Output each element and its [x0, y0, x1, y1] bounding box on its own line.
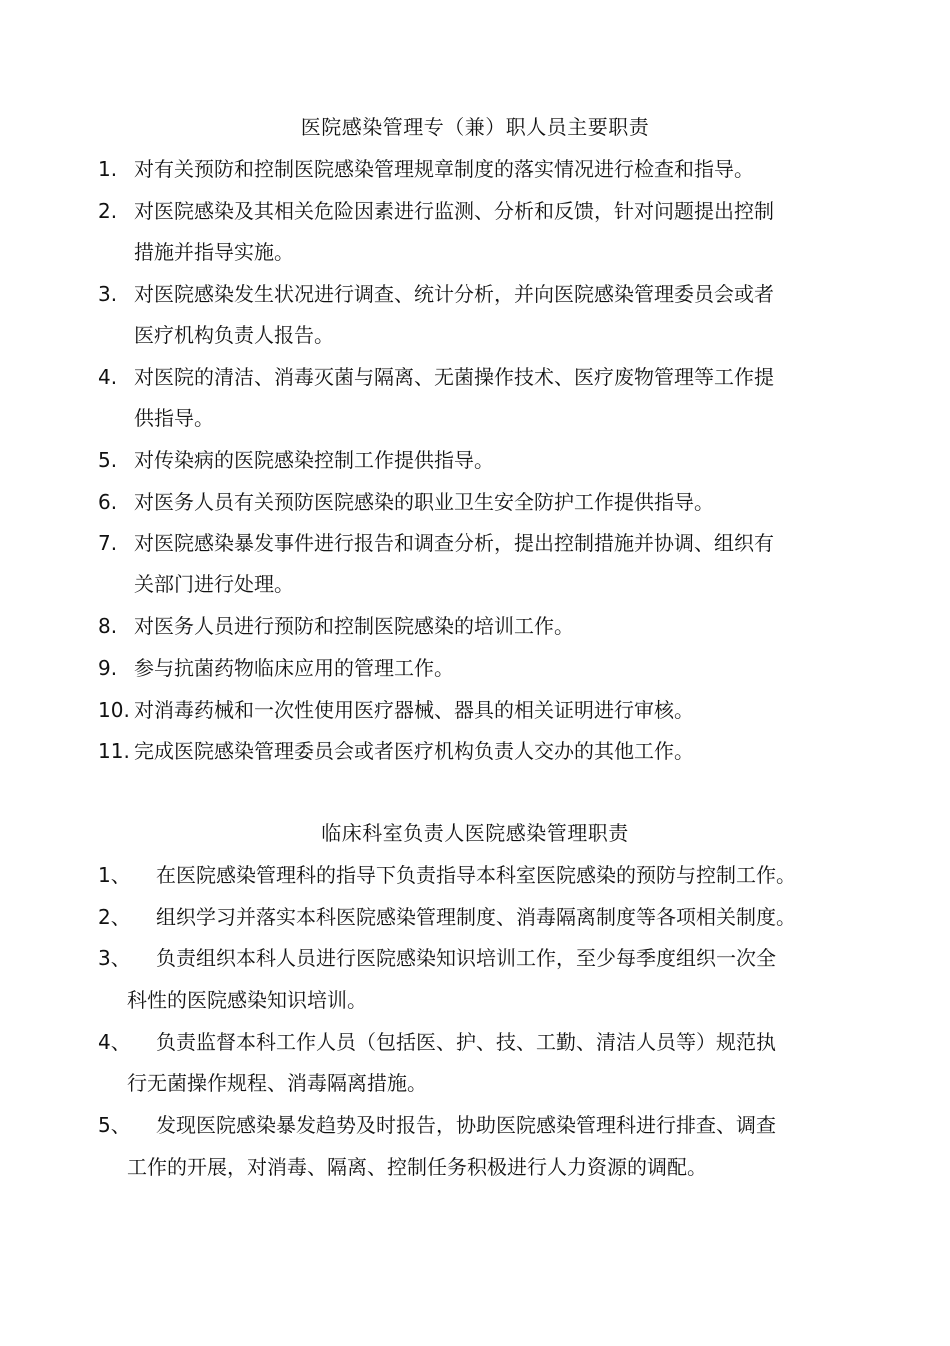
item-text: 对有关预防和控制医院感染管理规章制度的落实情况进行检查和指导。: [134, 157, 754, 181]
item-number: 2.: [98, 199, 118, 223]
item-text: 完成医院感染管理委员会或者医疗机构负责人交办的其他工作。: [134, 739, 694, 763]
item-number: 7.: [98, 531, 118, 555]
item-number: 3、: [98, 946, 131, 970]
item-text: 参与抗菌药物临床应用的管理工作。: [134, 656, 454, 680]
item-text: 对消毒药械和一次性使用医疗器械、器具的相关证明进行审核。: [134, 698, 694, 722]
item-text-continuation: 科性的医院感染知识培训。: [127, 988, 367, 1012]
item-number: 11.: [98, 739, 130, 763]
item-number: 4、: [98, 1030, 131, 1054]
item-number: 9.: [98, 656, 118, 680]
item-number: 3.: [98, 282, 118, 306]
item-text-continuation: 措施并指导实施。: [134, 240, 294, 264]
item-text-continuation: 工作的开展，对消毒、隔离、控制任务积极进行人力资源的调配。: [127, 1155, 707, 1179]
item-text: 对传染病的医院感染控制工作提供指导。: [134, 448, 494, 472]
item-number: 4.: [98, 365, 118, 389]
item-text-continuation: 行无菌操作规程、消毒隔离措施。: [127, 1071, 427, 1095]
item-text: 对医院感染发生状况进行调查、统计分析，并向医院感染管理委员会或者: [134, 282, 774, 306]
item-text: 负责组织本科人员进行医院感染知识培训工作，至少每季度组织一次全: [156, 946, 776, 970]
item-number: 1、: [98, 863, 131, 887]
section1-title: 医院感染管理专（兼）职人员主要职责: [300, 115, 650, 139]
item-text-continuation: 关部门进行处理。: [134, 572, 294, 596]
item-text: 发现医院感染暴发趋势及时报告，协助医院感染管理科进行排查、调查: [156, 1113, 776, 1137]
item-number: 8.: [98, 614, 118, 638]
item-text: 对医务人员进行预防和控制医院感染的培训工作。: [134, 614, 574, 638]
item-number: 2、: [98, 905, 131, 929]
item-text: 在医院感染管理科的指导下负责指导本科室医院感染的预防与控制工作。: [156, 863, 796, 887]
section2-title: 临床科室负责人医院感染管理职责: [321, 821, 629, 845]
item-number: 1.: [98, 157, 118, 181]
item-text-continuation: 医疗机构负责人报告。: [134, 323, 334, 347]
item-number: 6.: [98, 490, 118, 514]
item-text: 对医务人员有关预防医院感染的职业卫生安全防护工作提供指导。: [134, 490, 714, 514]
item-number: 5、: [98, 1113, 131, 1137]
item-text: 组织学习并落实本科医院感染管理制度、消毒隔离制度等各项相关制度。: [156, 905, 796, 929]
item-text: 负责监督本科工作人员（包括医、护、技、工勤、清洁人员等）规范执: [156, 1030, 776, 1054]
item-text: 对医院感染暴发事件进行报告和调查分析，提出控制措施并协调、组织有: [134, 531, 774, 555]
item-number: 5.: [98, 448, 118, 472]
item-text: 对医院的清洁、消毒灭菌与隔离、无菌操作技术、医疗废物管理等工作提: [134, 365, 774, 389]
item-number: 10.: [98, 698, 130, 722]
item-text-continuation: 供指导。: [134, 406, 214, 430]
item-text: 对医院感染及其相关危险因素进行监测、分析和反馈，针对问题提出控制: [134, 199, 774, 223]
